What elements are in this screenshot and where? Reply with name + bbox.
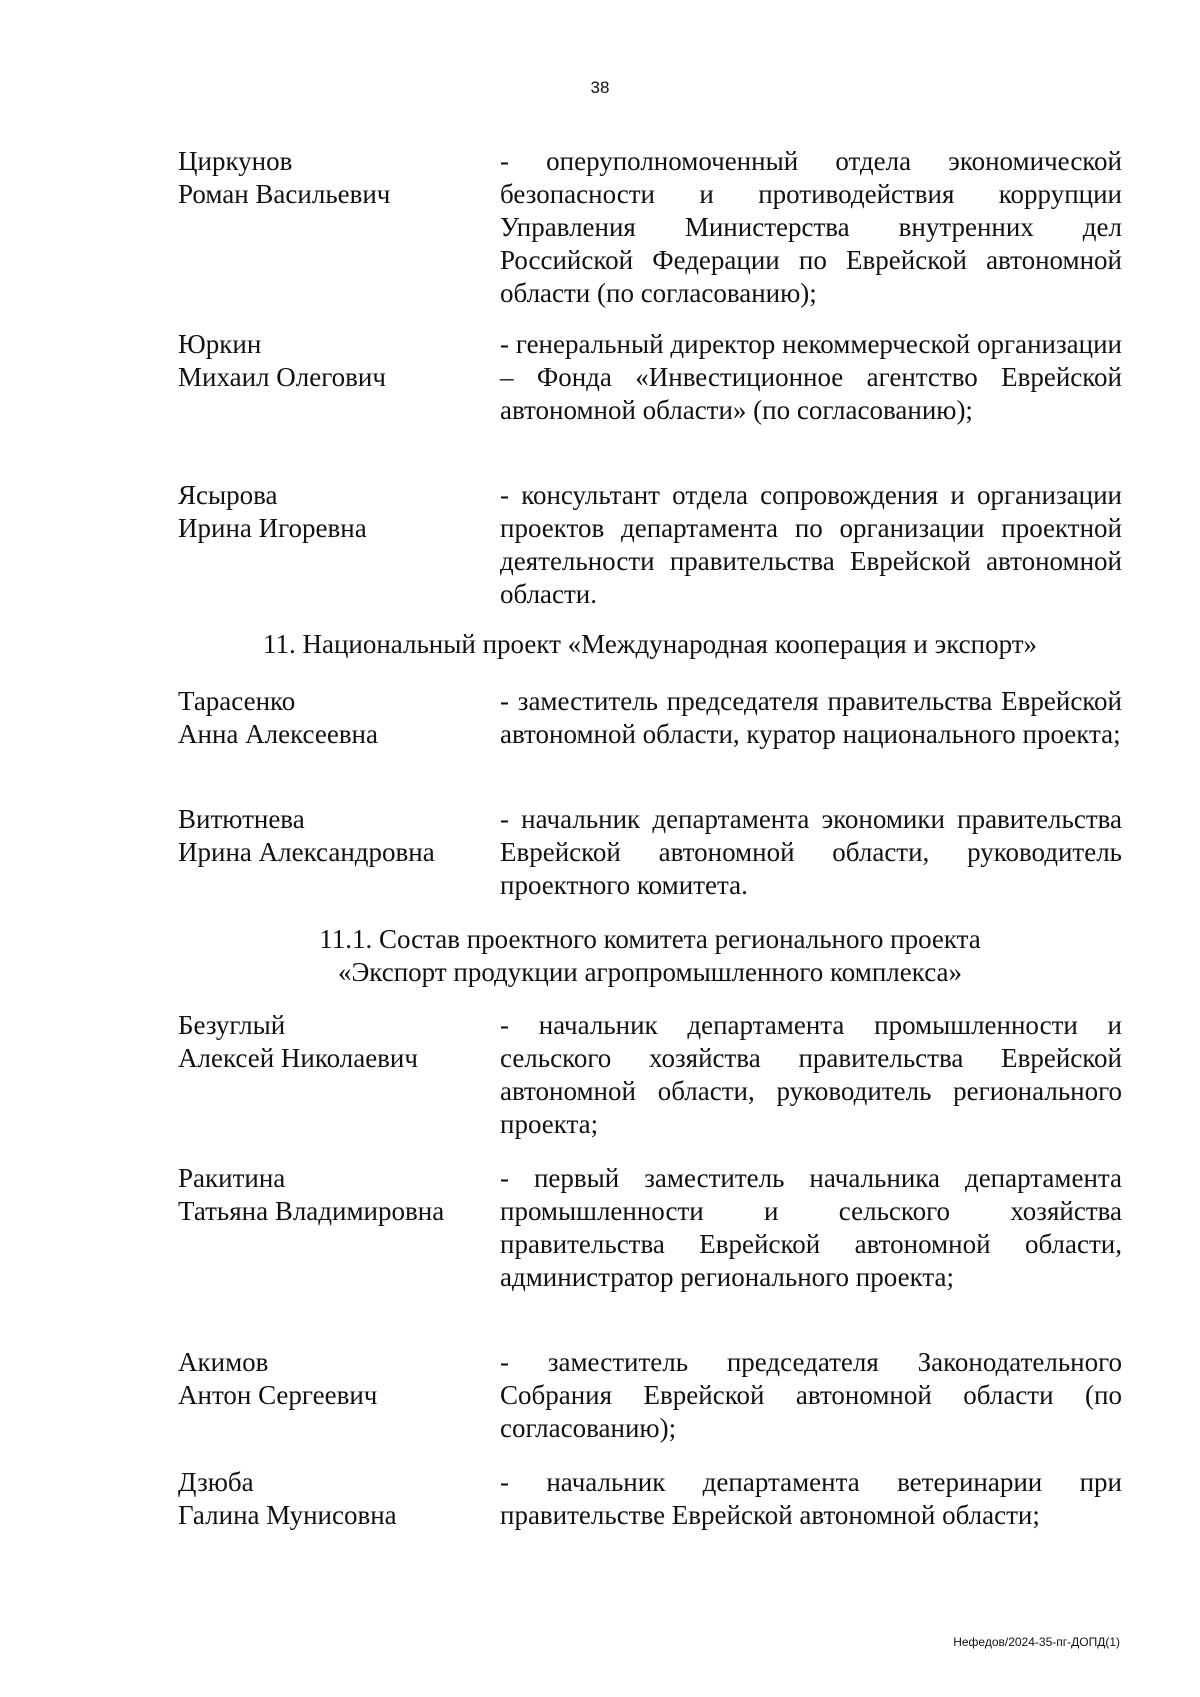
document-code: Нефедов/2024-35-пг-ДОПД(1) (953, 1635, 1120, 1649)
member-surname: Дзюба (178, 1467, 254, 1497)
member-name (178, 1466, 498, 1532)
member-role: - консультант отдела сопровождения и организации проектов департамента по организации проектной деятельности правительства Еврейской автономной области. (500, 480, 1122, 609)
member-given-names: Галина Мунисовна (178, 1500, 397, 1530)
member-surname: Безуглый (178, 1010, 286, 1040)
section-heading (178, 923, 1122, 989)
member-given-names: Анна Алексеевна (178, 719, 378, 749)
member-surname: Ракитина (178, 1163, 286, 1193)
member-role: - генеральный директор некоммерческой организации – Фонда «Инвестиционное агентство Еврейской автономной области» (по согласованию); (500, 329, 1122, 425)
member-given-names: Алексей Николаевич (178, 1043, 418, 1073)
member-name (178, 1346, 498, 1412)
section-title-line: «Экспорт продукции агропромышленного комплекса» (337, 957, 962, 987)
member-role: - первый заместитель начальника департамента промышленности и сельского хозяйства правительства Еврейской автономной области, администратор регионального проекта; (500, 1163, 1122, 1292)
member-name (178, 1162, 498, 1228)
member-given-names: Ирина Игоревна (178, 513, 367, 543)
member-role: - заместитель председателя Законодательного Собрания Еврейской автономной области (по согласованию); (500, 1347, 1122, 1443)
member-name (178, 479, 498, 545)
member-role: - оперуполномоченный отдела экономической безопасности и противодействия коррупции Управления Министерства внутренних дел Российской Федерации по Еврейской автономной области (по согласованию); (500, 146, 1122, 308)
member-surname: Акимов (178, 1347, 269, 1377)
member-name (178, 328, 498, 394)
member-surname: Циркунов (178, 146, 293, 176)
member-role: - начальник департамента ветеринарии при правительстве Еврейской автономной области; (500, 1467, 1122, 1530)
section-heading (178, 628, 1122, 661)
member-surname: Юркин (178, 329, 262, 359)
member-name (178, 1009, 498, 1075)
member-surname: Витютнева (178, 804, 305, 834)
member-role: - начальник департамента промышленности и сельского хозяйства правительства Еврейской автономной области, руководитель регионального проекта; (500, 1010, 1122, 1139)
member-given-names: Роман Васильевич (178, 179, 391, 209)
member-role: - заместитель председателя правительства Еврейской автономной области, куратор национального проекта; (500, 686, 1122, 749)
member-name (178, 145, 498, 211)
member-name (178, 685, 498, 751)
member-surname: Тарасенко (178, 686, 296, 716)
page-number: 38 (590, 78, 610, 97)
member-role: - начальник департамента экономики правительства Еврейской автономной области, руководитель проектного комитета. (500, 804, 1122, 900)
member-given-names: Антон Сергеевич (178, 1380, 378, 1410)
section-title-line: 11.1. Состав проектного комитета регионального проекта (319, 924, 981, 954)
member-given-names: Ирина Александровна (178, 837, 435, 867)
member-given-names: Михаил Олегович (178, 362, 386, 392)
member-given-names: Татьяна Владимировна (178, 1196, 445, 1226)
section-title: 11. Национальный проект «Международная кооперация и экспорт» (262, 629, 1038, 659)
member-surname: Ясырова (178, 480, 278, 510)
member-name (178, 803, 498, 869)
